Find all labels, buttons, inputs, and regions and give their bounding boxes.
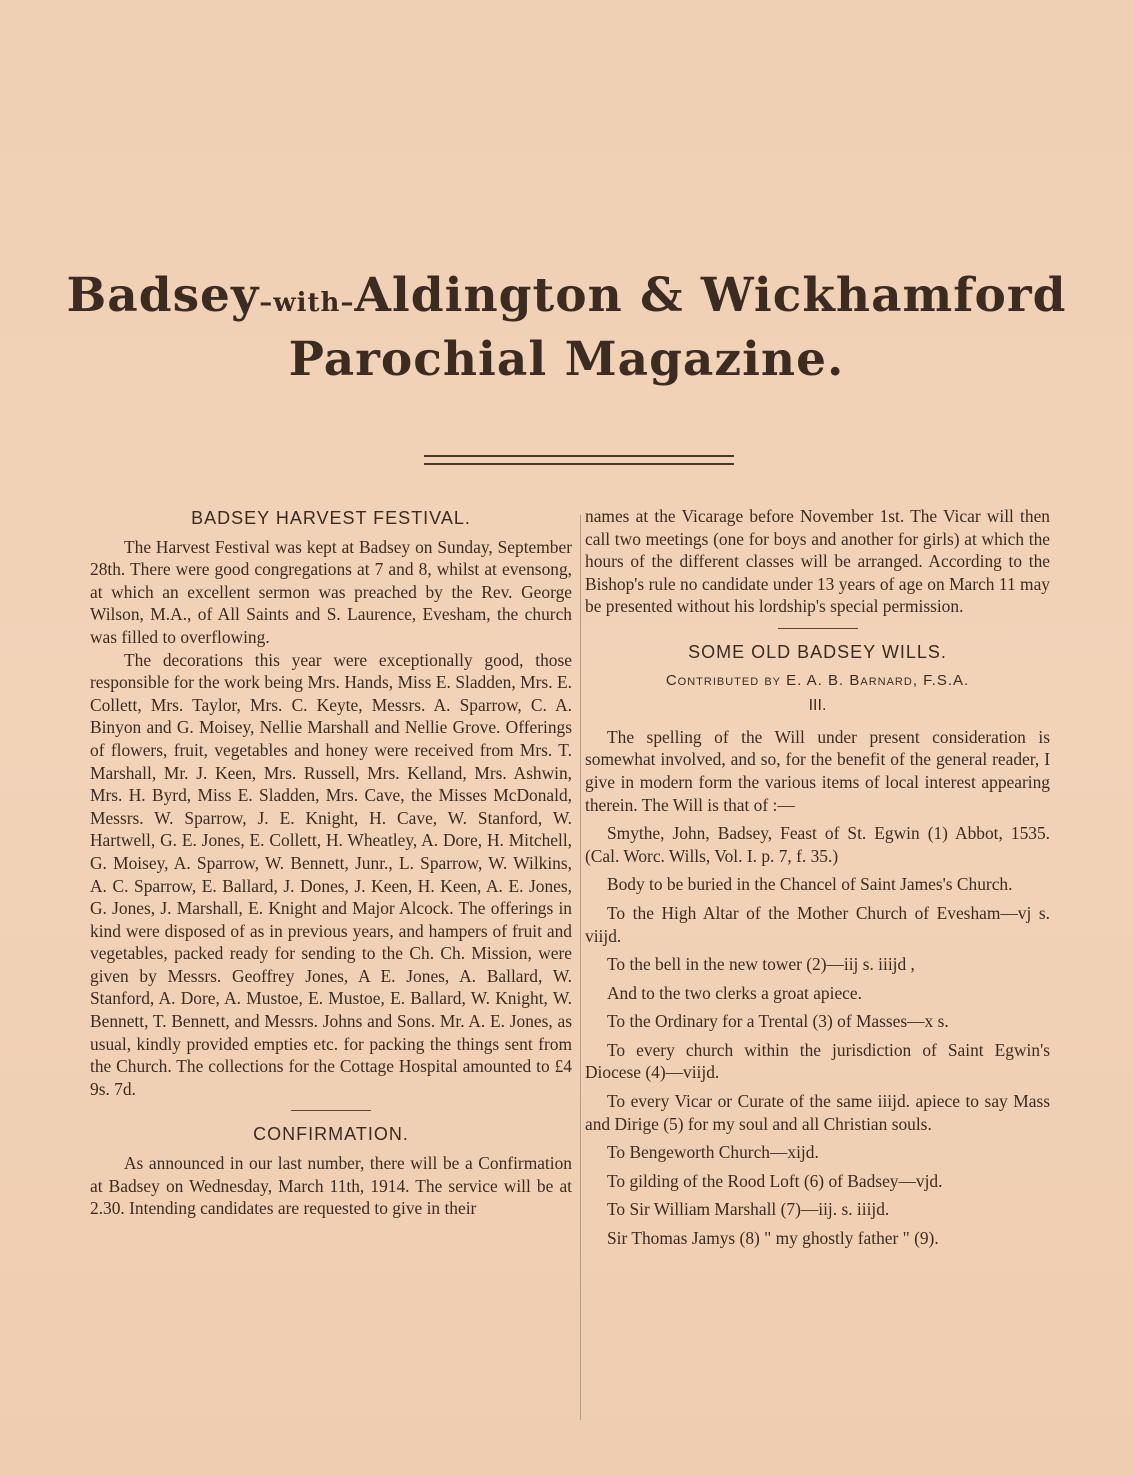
column-divider xyxy=(580,515,581,1420)
will-item: To every Vicar or Curate of the same iiijd. apiece to say Mass and Dirige (5) for my soul and all Christian souls. xyxy=(585,1091,1050,1134)
old-wills-heading: SOME OLD BADSEY WILLS. xyxy=(688,641,947,662)
confirmation-heading: CONFIRMATION. xyxy=(253,1124,409,1145)
masthead-with: –with– xyxy=(259,288,355,318)
will-item: To every church within the jurisdiction of Saint Egwin's Diocese (4)—viijd. xyxy=(585,1039,1050,1083)
masthead-badsey: Badsey xyxy=(66,268,260,323)
masthead-aldington-wickhamford: Aldington & Wickhamford xyxy=(354,268,1067,323)
left-column xyxy=(90,505,572,1220)
will-item: To the Ordinary for a Trental (3) of Masses—x s. xyxy=(607,1011,949,1032)
title-double-rule xyxy=(424,455,734,465)
wills-part-numeral: III. xyxy=(808,697,827,715)
wills-intro: The spelling of the Will under present consideration is somewhat involved, and so, for the benefit of the general reader, I give in modern form the various items of local interest appearing therein. The Will is that of :— xyxy=(585,726,1050,815)
will-item: Body to be buried in the Chancel of Saint James's Church. xyxy=(607,874,1013,895)
will-item: Smythe, John, Badsey, Feast of St. Egwin (1) Abbot, 1535. (Cal. Worc. Wills, Vol. I. p. 7, f. 35.) xyxy=(585,823,1050,866)
harvest-paragraph-2: The decorations this year were exceptionally good, those responsible for the work being Mrs. Hands, Miss E. Sladden, Mrs. E. Collett, Mrs. Taylor, Mrs. C. Keyte, Messrs. A. Sparrow, C. A. Binyon and G. Moisey, Nellie Marshall and Nellie Grove. Offerings of flowers, fruit, vegetables and honey were received from Mrs. T. Marshall, Mr. J. Keen, Mrs. Russell, Mrs. Kelland, Mrs. Ashwin, Mrs. H. Byrd, Miss E. Sladden, Mrs. Cave, the Misses McDonald, Messrs. W. Sparrow, J. E. Knight, H. Cave, W. Stanford, W. Hartwell, G. E. Jones, E. Collett, H. Wheatley, A. Dore, H. Mitchell, G. Moisey, A. Sparrow, W. Bennett, Junr., L. Sparrow, W. Wilkins, A. C. Sparrow, E. Ballard, J. Dones, J. Keen, H. Keen, A. E. Jones, G. Jones, J. Marshall, E. Knight and Major Alcock. The offerings in kind were disposed of as in previous years, and hampers of fruit and vegetables, packed ready for sending to the Ch. Ch. Mission, were given by Messrs. Geoffrey Jones, A E. Jones, A. Ballard, W. Stanford, A. Dore, A. Mustoe, E. Mustoe, E. Ballard, W. Knight, W. Bennett, T. Bennett, and Messrs. Johns and Sons. Mr. A. E. Jones, as usual, kindly provided empties etc. for packing the things sent from the Church. The collections for the Cottage Hospital amounted to £4 9s. 7d. xyxy=(90,649,572,1099)
wills-contributor: Contributed by E. A. B. Barnard, F.S.A. xyxy=(665,671,970,689)
confirmation-paragraph: As announced in our last number, there will be a Confirmation at Badsey on Wednesday, March 11th, 1914. The service will be at 2.30. Intending candidates are requested to give in their xyxy=(90,1153,572,1219)
harvest-festival-heading: BADSEY HARVEST FESTIVAL. xyxy=(191,508,471,528)
right-column xyxy=(585,505,1050,1256)
will-item: Sir Thomas Jamys (8) " my ghostly father " (9). xyxy=(607,1228,939,1249)
will-item: To gilding of the Rood Loft (6) of Badsey—vjd. xyxy=(607,1170,943,1191)
masthead-line-1 xyxy=(0,268,1133,323)
will-item: And to the two clerks a groat apiece. xyxy=(607,982,862,1003)
will-item: To Bengeworth Church—xijd. xyxy=(607,1142,819,1163)
will-item: To Sir William Marshall (7)—iij. s. iiijd. xyxy=(607,1199,890,1220)
harvest-paragraph-1: The Harvest Festival was kept at Badsey on Sunday, September 28th. There were good congregations at 7 and 8, whilst at evensong, at which an excellent sermon was preached by the Rev. George Wilson, M.A., of All Saints and S. Laurence, Evesham, the church was filled to overflowing. xyxy=(90,536,572,647)
confirmation-paragraph-continued: names at the Vicarage before November 1st. The Vicar will then call two meetings (one for boys and another for girls) at which the hours of the different classes will be arranged. According to the Bishop's rule no candidate under 13 years of age on March 11 may be presented without his lordship's special permission. xyxy=(585,506,1050,617)
will-item: To the bell in the new tower (2)—iij s. iiijd , xyxy=(607,954,915,975)
section-divider-rule xyxy=(778,628,858,629)
masthead-line-2: Parochial Magazine. xyxy=(288,332,845,387)
section-divider-rule xyxy=(291,1110,371,1111)
will-item: To the High Altar of the Mother Church of Evesham—vj s. viijd. xyxy=(585,902,1050,946)
